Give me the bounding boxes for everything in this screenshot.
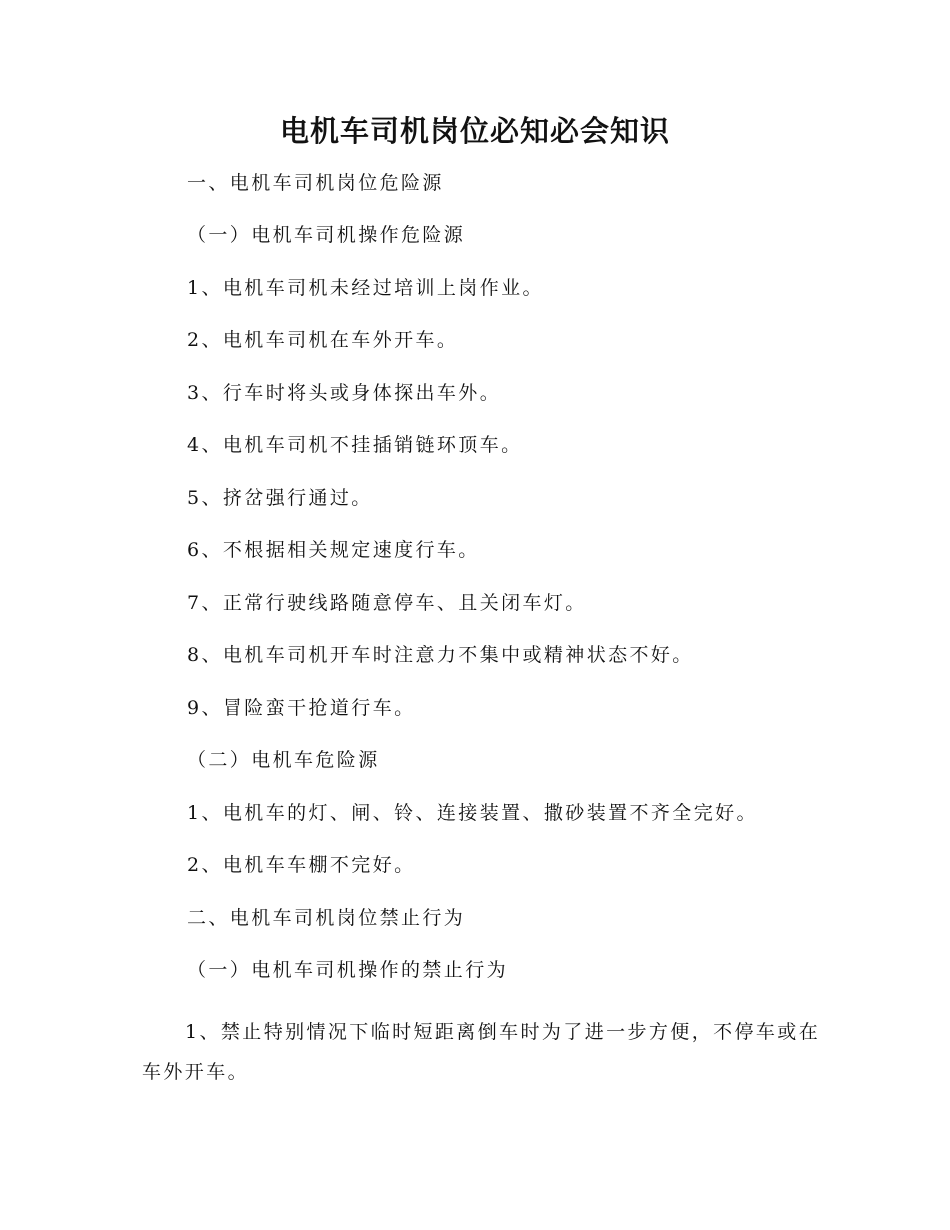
section-heading-2: 二、电机车司机岗位禁止行为 — [187, 907, 466, 929]
list-item: 2、电机车司机在车外开车。 — [187, 329, 459, 351]
list-item: 3、行车时将头或身体探出车外。 — [187, 382, 502, 404]
list-item: 6、不根据相关规定速度行车。 — [187, 539, 480, 561]
list-item: 1、电机车的灯、闸、铃、连接装置、撒砂装置不齐全完好。 — [187, 802, 758, 824]
list-item: 7、正常行驶线路随意停车、且关闭车灯。 — [187, 592, 587, 614]
document-title: 电机车司机岗位必知必会知识 — [279, 114, 670, 148]
subsection-heading-1-2: （二）电机车危险源 — [187, 749, 380, 771]
list-item: 9、冒险蛮干抢道行车。 — [187, 697, 416, 719]
list-item: 5、挤岔强行通过。 — [187, 487, 373, 509]
section-heading-1: 一、电机车司机岗位危险源 — [187, 172, 444, 194]
list-item: 8、电机车司机开车时注意力不集中或精神状态不好。 — [187, 644, 694, 666]
subsection-heading-1-1: （一）电机车司机操作危险源 — [187, 224, 466, 246]
list-item: 4、电机车司机不挂插销链环顶车。 — [187, 434, 523, 456]
list-item-paragraph: 1、禁止特别情况下临时短距离倒车时为了进一步方便，不停车或在车外开车。 — [142, 1021, 821, 1083]
list-item: 1、电机车司机未经过培训上岗作业。 — [187, 277, 544, 299]
subsection-heading-2-1: （一）电机车司机操作的禁止行为 — [187, 959, 509, 981]
list-item: 2、电机车车棚不完好。 — [187, 854, 416, 876]
